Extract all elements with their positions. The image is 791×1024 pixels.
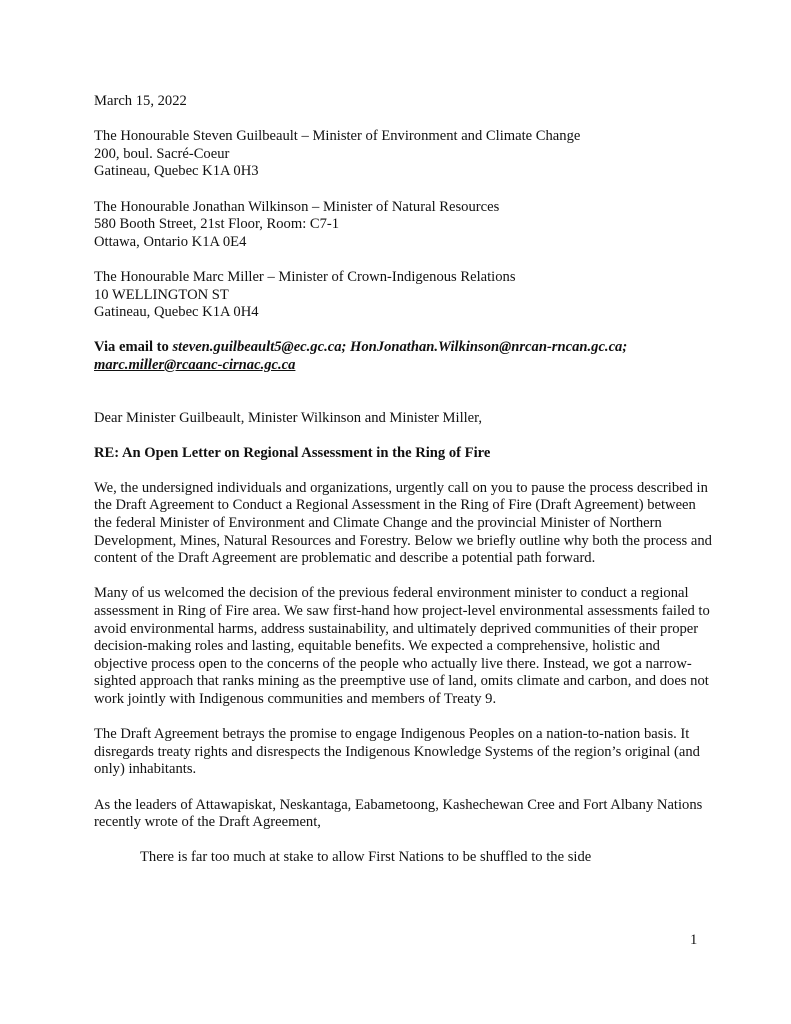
email-guilbeault[interactable]: steven.guilbeault5@ec.gc.ca; [172,339,347,356]
email-wilkinson[interactable]: HonJonathan.Wilkinson@nrcan-rncan.gc.ca; [350,339,628,356]
via-email-line [94,339,714,374]
body-paragraph-1: We, the undersigned individuals and organizations, urgently call on you to pause the process described in the Draft Agreement to Conduct a Regional Assessment in the Ring of Fire (Draft Agreement) between the federal Minister of Environment and Climate Change and the provincial Minister of Northern Development, Mines, Natural Resources and Forestry. Below we briefly outline why both the process and content of the Draft Agreement are problematic and describe a potential path forward. [94,479,712,567]
recipient-name-line: The Honourable Marc Miller – Minister of Crown-Indigenous Relations [94,268,516,285]
recipient-city-line: Ottawa, Ontario K1A 0E4 [94,233,247,250]
recipient-miller [94,269,714,322]
recipient-guilbeault [94,128,714,181]
recipient-wilkinson [94,199,714,252]
page-number: 1 [690,932,698,948]
recipient-street-line: 10 WELLINGTON ST [94,286,229,303]
body-paragraph-4: As the leaders of Attawapiskat, Neskantaga, Eabametoong, Kashechewan Cree and Fort Albany Nations recently wrote of the Draft Agreement, [94,796,703,831]
letter-page [94,93,714,867]
recipient-name-line: The Honourable Jonathan Wilkinson – Minister of Natural Resources [94,198,500,215]
salutation: Dear Minister Guilbeault, Minister Wilkinson and Minister Miller, [94,409,483,426]
subject-line: RE: An Open Letter on Regional Assessment in the Ring of Fire [94,444,491,461]
recipient-name-line: The Honourable Steven Guilbeault – Minister of Environment and Climate Change [94,128,581,145]
recipient-street-line: 200, boul. Sacré-Coeur [94,145,230,162]
body-paragraph-2: Many of us welcomed the decision of the previous federal environment minister to conduct a regional assessment in Ring of Fire area. We saw first-hand how project-level environmental assessments failed to avoid environmental harms, address sustainability, and ultimately deprived communities of their proper decision-making roles and lasting, equitable benefits. We expected a comprehensive, holistic and objective process open to the concerns of the people who actually live there. Instead, we got a narrow-sighted approach that ranks mining as the preemptive use of land, omits climate and carbon, and does not work jointly with Indigenous communities and members of Treaty 9. [94,585,710,707]
email-miller-link[interactable]: marc.miller@rcaanc-cirnac.gc.ca [94,356,296,373]
recipient-street-line: 580 Booth Street, 21st Floor, Room: C7-1 [94,216,340,233]
letter-date: March 15, 2022 [94,93,187,109]
body-paragraph-3: The Draft Agreement betrays the promise to engage Indigenous Peoples on a nation-to-nation basis. It disregards treaty rights and disrespects the Indigenous Knowledge Systems of the region’s original (and only) inhabitants. [94,726,700,778]
block-quote: There is far too much at stake to allow First Nations to be shuffled to the side [140,849,592,866]
recipient-city-line: Gatineau, Quebec K1A 0H3 [94,163,259,180]
recipient-city-line: Gatineau, Quebec K1A 0H4 [94,304,259,321]
via-email-label: Via email to [94,339,173,356]
